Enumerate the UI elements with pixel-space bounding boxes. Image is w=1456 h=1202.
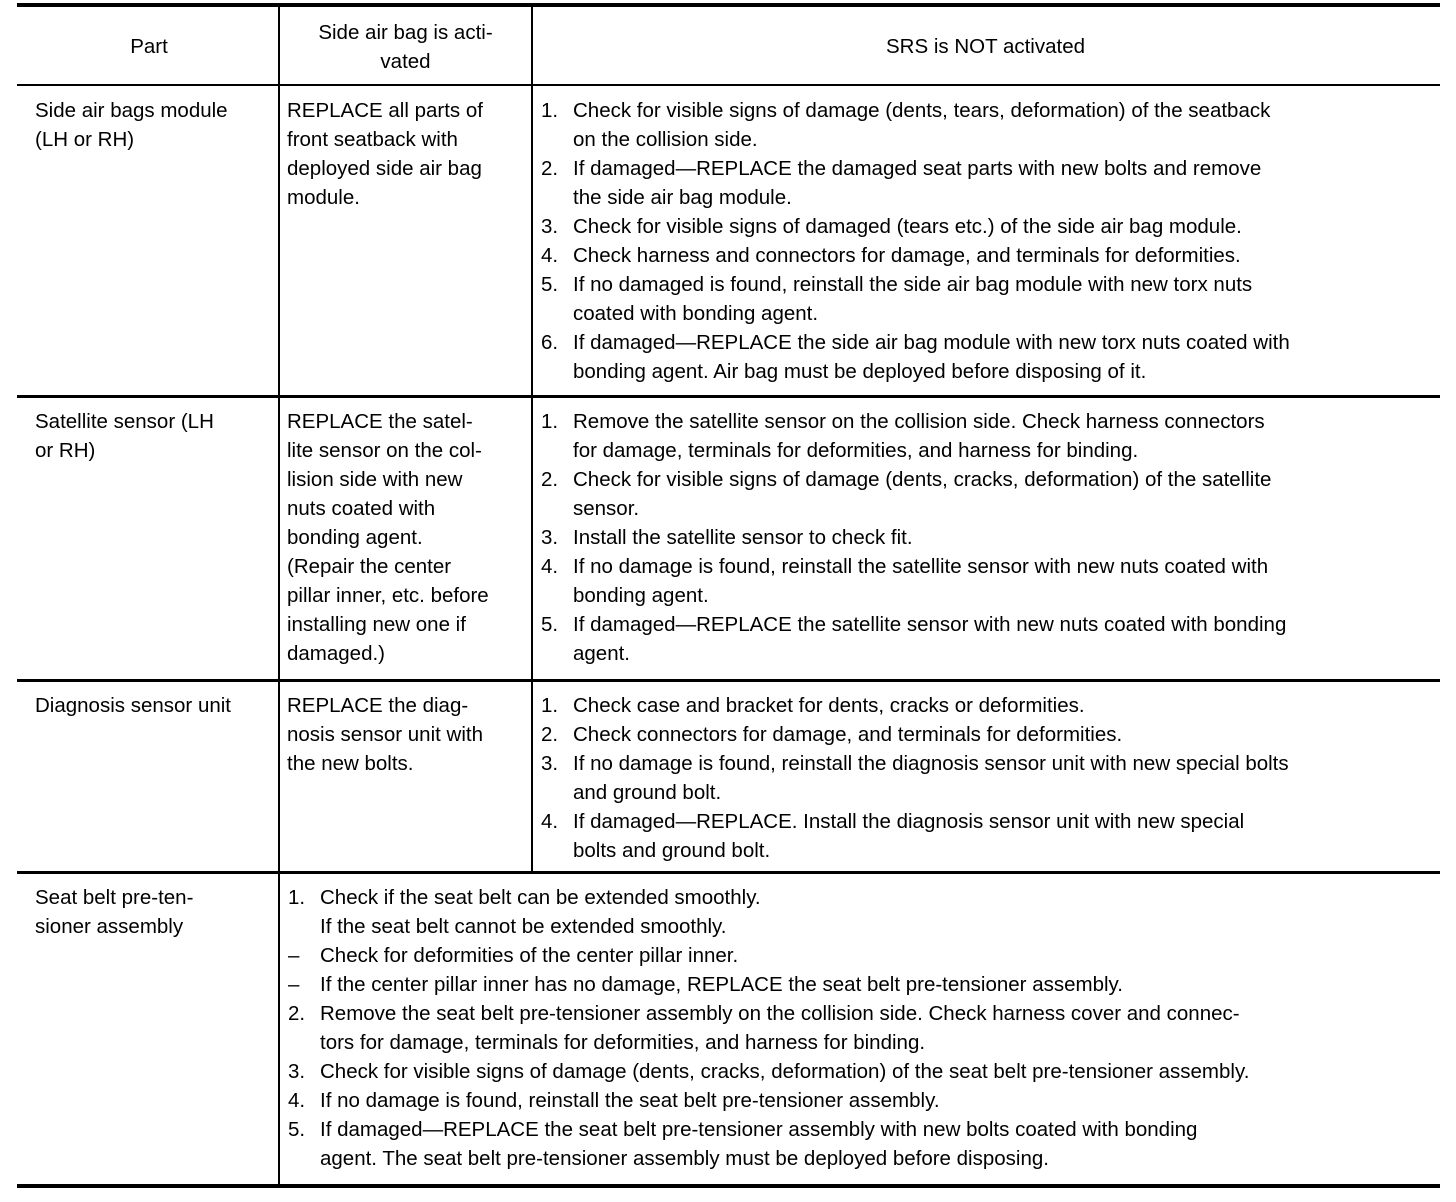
cell-line: front seatback with — [287, 128, 458, 151]
item-line: Check for visible signs of damage (dents, tears, deformation) of the seatback — [573, 99, 1271, 122]
item-number: 2. — [541, 723, 559, 746]
item-number: 2. — [541, 468, 559, 491]
cell-line: (LH or RH) — [35, 128, 135, 151]
list-item — [541, 807, 1436, 865]
item-line: If damaged—REPLACE the satellite sensor with new nuts coated with bonding — [573, 613, 1287, 636]
cell-line: lision side with new — [287, 468, 463, 491]
item-line: Check harness and connectors for damage, and terminals for deformities. — [573, 244, 1241, 267]
row-divider — [17, 679, 1440, 682]
cell-line: REPLACE the diag- — [287, 694, 469, 717]
item-line: bonding agent. — [573, 584, 709, 607]
item-number: 3. — [288, 1060, 306, 1083]
procedure-cell — [288, 883, 1436, 1173]
header-side-air-bag-activated — [280, 18, 531, 76]
item-number: – — [288, 944, 300, 967]
item-line: coated with bonding agent. — [573, 302, 819, 325]
cell-line: Diagnosis sensor unit — [35, 694, 231, 717]
item-number: 2. — [541, 157, 559, 180]
item-number: 1. — [541, 99, 559, 122]
item-line: If damaged—REPLACE the side air bag module with new torx nuts coated with — [573, 331, 1290, 354]
list-item — [541, 720, 1436, 749]
item-number: 6. — [541, 331, 559, 354]
item-number: 5. — [541, 273, 559, 296]
item-number: 5. — [541, 613, 559, 636]
item-line: Check connectors for damage, and terminals for deformities. — [573, 723, 1123, 746]
item-line: Check for deformities of the center pillar inner. — [320, 944, 739, 967]
item-line: sensor. — [573, 497, 640, 520]
cell-line: vated — [380, 50, 431, 73]
cell-line: or RH) — [35, 439, 96, 462]
item-number: 4. — [541, 555, 559, 578]
item-number: 4. — [541, 244, 559, 267]
part-cell — [35, 407, 275, 465]
item-number: 1. — [288, 886, 306, 909]
header-srs-not-activated — [533, 32, 1438, 61]
item-line: for damage, terminals for deformities, and harness for binding. — [573, 439, 1139, 462]
cell-line: the new bolts. — [287, 752, 414, 775]
item-line: If no damage is found, reinstall the diagnosis sensor unit with new special bolts — [573, 752, 1289, 775]
activated-cell — [287, 691, 527, 778]
item-line: Check for visible signs of damage (dents, cracks, deformation) of the seat belt pre-tensioner assembly. — [320, 1060, 1250, 1083]
part-cell — [35, 96, 275, 154]
not-activated-cell — [541, 407, 1436, 668]
item-line: bolts and ground bolt. — [573, 839, 771, 862]
list-item — [288, 1057, 1436, 1086]
table-top-border — [17, 3, 1440, 7]
cell-line: Side air bag is acti- — [318, 21, 493, 44]
list-item — [288, 941, 1436, 970]
item-number: 1. — [541, 410, 559, 433]
list-item — [288, 999, 1436, 1057]
item-number: 2. — [288, 1002, 306, 1025]
item-line: bonding agent. Air bag must be deployed before disposing of it. — [573, 360, 1147, 383]
list-item — [288, 1115, 1436, 1173]
cell-line: bonding agent. — [287, 526, 423, 549]
item-number: 3. — [541, 215, 559, 238]
cell-line: damaged.) — [287, 642, 386, 665]
list-item — [541, 610, 1436, 668]
not-activated-cell — [541, 691, 1436, 865]
item-number: 4. — [288, 1089, 306, 1112]
cell-line: pillar inner, etc. before — [287, 584, 489, 607]
item-number: 4. — [541, 810, 559, 833]
list-item — [541, 552, 1436, 610]
part-cell — [35, 883, 275, 941]
list-item — [541, 523, 1436, 552]
cell-line: nuts coated with — [287, 497, 436, 520]
column-divider — [278, 7, 280, 1184]
item-line: the side air bag module. — [573, 186, 792, 209]
list-item — [541, 212, 1436, 241]
header-divider — [17, 84, 1440, 86]
cell-line: REPLACE all parts of — [287, 99, 483, 122]
item-line: and ground bolt. — [573, 781, 722, 804]
item-line: If damaged—REPLACE. Install the diagnosis sensor unit with new special — [573, 810, 1245, 833]
cell-line: deployed side air bag — [287, 157, 482, 180]
list-item — [541, 465, 1436, 523]
item-line: Remove the satellite sensor on the collision side. Check harness connectors — [573, 410, 1265, 433]
cell-line: Part — [130, 35, 168, 58]
item-number: 5. — [288, 1118, 306, 1141]
item-line: Check case and bracket for dents, cracks or deformities. — [573, 694, 1085, 717]
item-line: agent. — [573, 642, 630, 665]
list-item — [541, 691, 1436, 720]
header-part — [20, 32, 278, 61]
item-number: – — [288, 973, 300, 996]
cell-line: sioner assembly — [35, 915, 184, 938]
cell-line: Side air bags module — [35, 99, 228, 122]
list-item — [541, 270, 1436, 328]
item-line: on the collision side. — [573, 128, 758, 151]
item-line: Check for visible signs of damage (dents, cracks, deformation) of the satellite — [573, 468, 1272, 491]
cell-line: lite sensor on the col- — [287, 439, 482, 462]
list-item — [288, 970, 1436, 999]
list-item — [288, 1086, 1436, 1115]
column-divider — [531, 7, 533, 871]
item-line: If damaged—REPLACE the seat belt pre-tensioner assembly with new bolts coated with bonding — [320, 1118, 1198, 1141]
item-number: 3. — [541, 752, 559, 775]
item-number: 3. — [541, 526, 559, 549]
part-cell — [35, 691, 275, 720]
item-line: Check if the seat belt can be extended smoothly. — [320, 886, 761, 909]
cell-line: Satellite sensor (LH — [35, 410, 214, 433]
activated-cell — [287, 407, 527, 668]
cell-line: module. — [287, 186, 360, 209]
list-item — [541, 154, 1436, 212]
cell-line: installing new one if — [287, 613, 466, 636]
item-line: If damaged—REPLACE the damaged seat parts with new bolts and remove — [573, 157, 1262, 180]
row-divider — [17, 871, 1440, 874]
item-line: If no damage is found, reinstall the satellite sensor with new nuts coated with — [573, 555, 1269, 578]
item-line: Install the satellite sensor to check fit. — [573, 526, 913, 549]
item-line: If the center pillar inner has no damage, REPLACE the seat belt pre-tensioner assembly. — [320, 973, 1123, 996]
item-line: Check for visible signs of damaged (tears etc.) of the side air bag module. — [573, 215, 1242, 238]
item-line: Remove the seat belt pre-tensioner assembly on the collision side. Check harness cover and connec- — [320, 1002, 1240, 1025]
cell-line: REPLACE the satel- — [287, 410, 473, 433]
row-divider — [17, 395, 1440, 398]
list-item — [541, 407, 1436, 465]
list-item — [541, 328, 1436, 386]
item-line: If no damaged is found, reinstall the side air bag module with new torx nuts — [573, 273, 1253, 296]
table-bottom-border — [17, 1184, 1440, 1188]
list-item — [541, 96, 1436, 154]
item-line: If no damage is found, reinstall the seat belt pre-tensioner assembly. — [320, 1089, 940, 1112]
cell-line: Seat belt pre-ten- — [35, 886, 194, 909]
cell-line: (Repair the center — [287, 555, 452, 578]
item-number: 1. — [541, 694, 559, 717]
cell-line: SRS is NOT activated — [886, 35, 1085, 58]
item-line: If the seat belt cannot be extended smoothly. — [320, 915, 727, 938]
list-item — [288, 883, 1436, 941]
activated-cell — [287, 96, 527, 212]
item-line: tors for damage, terminals for deformities, and harness for binding. — [320, 1031, 926, 1054]
item-line: agent. The seat belt pre-tensioner assembly must be deployed before disposing. — [320, 1147, 1049, 1170]
list-item — [541, 749, 1436, 807]
list-item — [541, 241, 1436, 270]
not-activated-cell — [541, 96, 1436, 386]
cell-line: nosis sensor unit with — [287, 723, 483, 746]
